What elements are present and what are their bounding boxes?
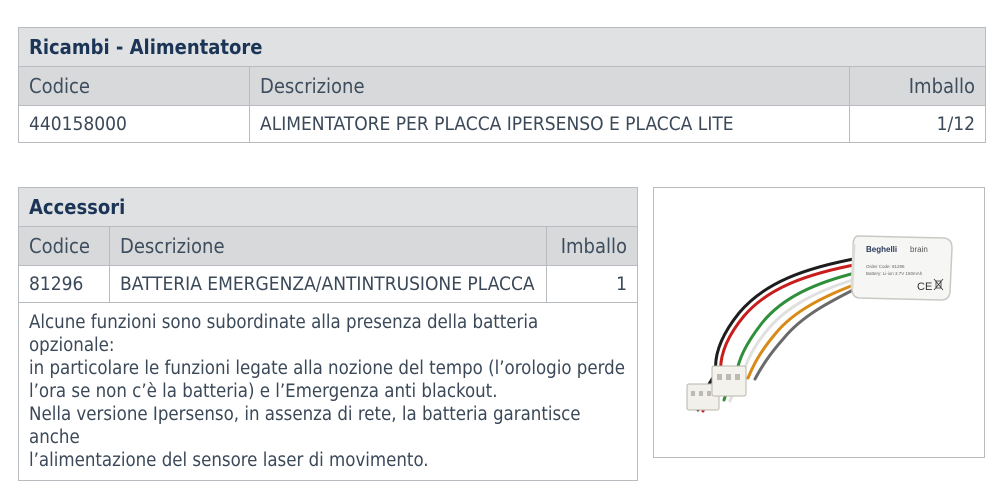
header-imballo: Imballo — [547, 227, 638, 266]
battery-note — [19, 303, 638, 481]
note-line: Nella versione Ipersenso, in assenza di rete, la batteria garantisce anche — [29, 404, 581, 448]
connector-2 — [712, 366, 746, 396]
battery-module — [852, 236, 952, 300]
cell-codice: 440158000 — [19, 106, 250, 143]
cell-codice: 81296 — [19, 266, 110, 303]
header-descrizione: Descrizione — [250, 67, 850, 106]
accessori-table — [18, 187, 638, 481]
header-descrizione: Descrizione — [110, 227, 547, 266]
product-photo — [653, 187, 985, 458]
label-battery: Battery: Li-ion 3.7V 150mAh — [866, 271, 923, 276]
note-line: Alcune funzioni sono subordinate alla presenza della batteria opzionale: — [29, 312, 539, 356]
accessori-title: Accessori — [19, 188, 638, 227]
label-brand: Beghelli — [866, 245, 898, 254]
cell-descrizione: ALIMENTATORE PER PLACCA IPERSENSO E PLACCA LITE — [250, 106, 850, 143]
cell-imballo: 1 — [547, 266, 638, 303]
note-line: l’ora se non c’è la batteria) e l’Emergenza anti blackout. — [29, 381, 498, 402]
cell-descrizione: BATTERIA EMERGENZA/ANTINTRUSIONE PLACCA — [110, 266, 547, 303]
table-row — [19, 106, 986, 143]
note-line: l’alimentazione del sensore laser di movimento. — [29, 450, 429, 471]
ricambi-table — [18, 27, 986, 143]
header-imballo: Imballo — [850, 67, 986, 106]
ce-mark: CE — [917, 281, 933, 293]
ricambi-title: Ricambi - Alimentatore — [19, 28, 986, 67]
note-line: in particolare le funzioni legate alla nozione del tempo (l’orologio perde — [29, 358, 625, 379]
battery-illustration — [654, 188, 983, 456]
header-codice: Codice — [19, 227, 110, 266]
label-brand2: brain — [910, 245, 928, 254]
label-order: Order Code: 81296 — [866, 264, 905, 269]
table-row — [19, 266, 638, 303]
cell-imballo: 1/12 — [850, 106, 986, 143]
header-codice: Codice — [19, 67, 250, 106]
